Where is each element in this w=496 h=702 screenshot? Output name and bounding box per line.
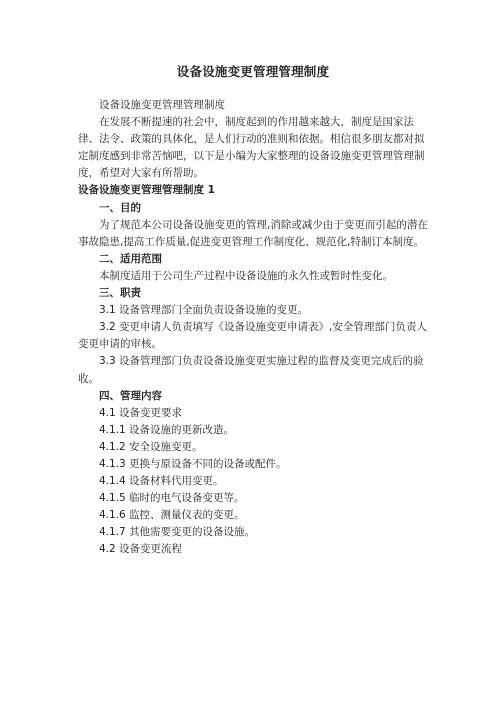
paragraph: 3.2 变更申请人负责填写《设备设施变更申请表》,安全管理部门负责人变更申请的审核。 [78,321,427,351]
document-body [78,97,428,559]
section-heading: 设备设施变更管理管理制度 1 [78,184,215,197]
paragraph: 4.1.2 安全设施变更。 [99,440,203,453]
paragraph: 本制度适用于公司生产过程中设备设施的永久性或暂时性变化。 [99,269,393,282]
paragraph: 为了规范本公司设备设施变更的管理,消除或减少由于变更而引起的潜在事故隐患,提高工作质量,促进变更管理工作制度化、规范化,特制订本制度。 [78,218,428,248]
paragraph: 设备设施变更管理管理制度 [99,99,225,111]
paragraph: 4.2 设备变更流程 [99,543,183,556]
paragraph: 4.1 设备变更要求 [99,406,183,419]
paragraph: 在发展不断提速的社会中，制度起到的作用越来越大，制度是国家法律、法令、政策的具体化，是人们行动的准则和依据。相信很多朋友都对拟定制度感到非常苦恼吧，以下是小编为大家整理的设备设施变更管理管理制度，希望对大家有所帮助。 [78,116,425,180]
paragraph: 4.1.7 其他需要变更的设备设施。 [99,526,256,539]
section-heading: 三、职责 [99,287,141,300]
section-heading: 二、适用范围 [99,252,162,265]
paragraph: 4.1.3 更换与原设备不同的设备或配件。 [99,457,287,470]
paragraph: 4.1.5 临时的电气设备变更等。 [99,492,245,505]
section-heading: 四、管理内容 [99,389,162,402]
paragraph: 4.1.6 监控、测量仪表的变更。 [99,509,245,522]
paragraph: 3.3 设备管理部门负责设备设施变更实施过程的监督及变更完成后的验收。 [78,355,424,385]
paragraph: 3.1 设备管理部门全面负责设备设施的变更。 [99,304,309,317]
paragraph: 4.1.4 设备材料代用变更。 [99,475,224,488]
document-title: 设备设施变更管理管理制度 [176,64,330,79]
section-heading: 一、目的 [99,201,141,214]
paragraph: 4.1.1 设备设施的更新改造。 [99,423,235,436]
